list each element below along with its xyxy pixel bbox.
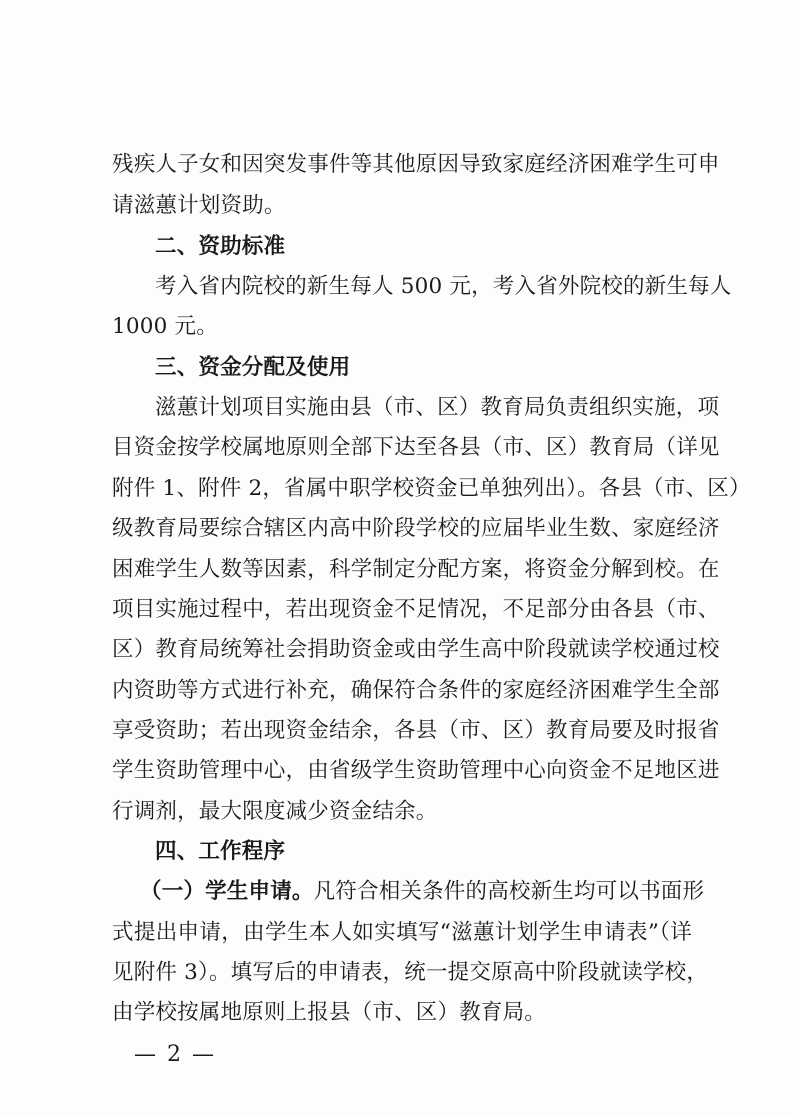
body-line: 目资金按学校属地原则全部下达至各县（市、区）教育局（详见 [112,435,720,460]
body-line: 级教育局要综合辖区内高中阶段学校的应届毕业生数、家庭经济 [112,516,720,541]
page-number: — 2 — [134,1042,216,1067]
body-line: 由学校按属地原则上报县（市、区）教育局。 [112,1000,547,1025]
body-line: 行调剂，最大限度减少资金结余。 [112,799,438,824]
body-line: 困难学生人数等因素，科学制定分配方案，将资金分解到校。在 [112,557,720,582]
body-line [140,877,705,907]
body-line: 残疾人子女和因突发事件等其他原因导致家庭经济困难学生可申 [112,152,720,177]
body-line: 式提出申请，由学生本人如实填写“滋蕙计划学生申请表”（详 [112,920,692,945]
body-line: 见附件 3）。填写后的申请表，统一提交原高中阶段就读学校， [112,960,709,985]
body-line: 项目实施过程中，若出现资金不足情况，不足部分由各县（市、 [112,597,720,622]
body-line: 1000 元。 [112,314,218,339]
body-line: 滋蕙计划项目实施由县（市、区）教育局负责组织实施，项 [155,395,720,420]
body-line: 享受资助；若出现资金结余，各县（市、区）教育局要及时报省 [112,718,720,743]
body-line: 内资助等方式进行补充，确保符合条件的家庭经济困难学生全部 [112,678,720,703]
body-line: 考入省内院校的新生每人 500 元，考入省外院校的新生每人 [155,274,732,299]
body-line: 学生资助管理中心，由省级学生资助管理中心向资金不足地区进 [112,758,720,783]
section-heading-2: 二、资助标准 [155,234,286,259]
body-line: 区）教育局统筹社会捐助资金或由学生高中阶段就读学校通过校 [112,637,720,662]
section-heading-4: 四、工作程序 [155,839,286,864]
body-line: 附件 1、附件 2，省属中职学校资金已单独列出）。各县（市、区） [112,476,751,501]
section-heading-3: 三、资金分配及使用 [155,355,351,380]
subheading-student-application: （一）学生申请。 [140,879,314,904]
body-text: 凡符合相关条件的高校新生均可以书面形 [313,879,705,904]
body-line: 请滋蕙计划资助。 [112,193,286,218]
